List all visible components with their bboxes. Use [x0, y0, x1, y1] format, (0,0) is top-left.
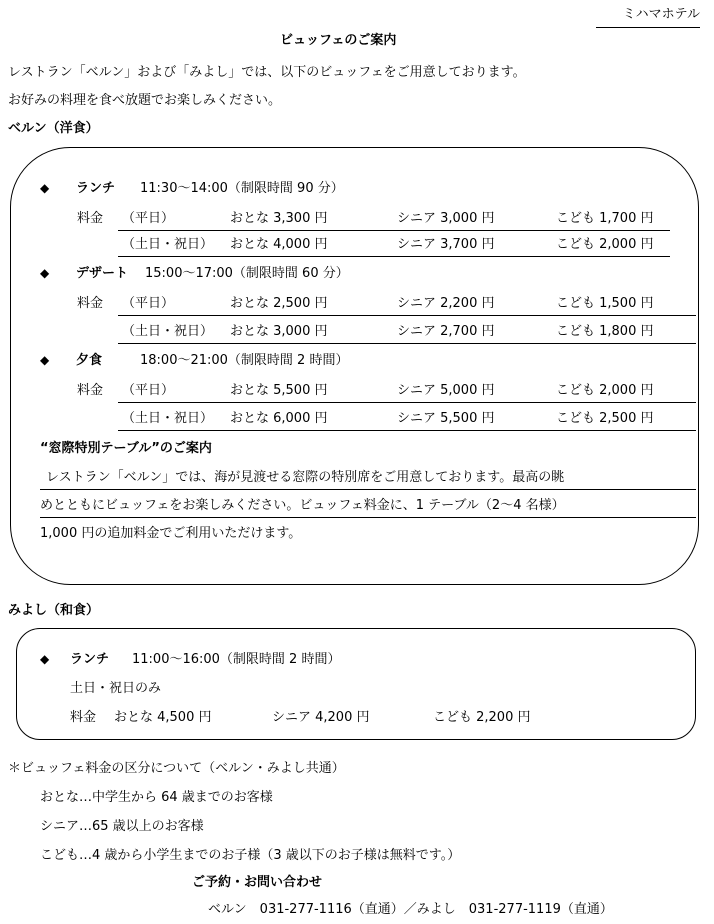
miyoshi-meal-name: ランチ [70, 652, 110, 667]
fee-label: 料金 [77, 296, 104, 311]
price-child: こども 2,200 円 [433, 710, 531, 725]
price-senior: シニア 5,500 円 [397, 411, 495, 426]
bullet-icon: ◆ [40, 353, 50, 367]
underline [118, 430, 696, 431]
meal-time-dinner: 18:00～21:00（制限時間 2 時間） [140, 353, 349, 368]
bullet-icon: ◆ [40, 181, 50, 195]
price-day: （土日・祝日） [122, 411, 214, 426]
price-senior: シニア 2,700 円 [397, 324, 495, 339]
price-senior: シニア 3,700 円 [397, 237, 495, 252]
intro-line-2: お好みの料理を食べ放題でお楽しみください。 [8, 93, 282, 108]
miyoshi-days: 土日・祝日のみ [70, 681, 162, 696]
price-adult: おとな 6,000 円 [230, 411, 328, 426]
notes-heading: ＊ビュッフェ料金の区分について（ベルン・みよし共通） [8, 761, 345, 776]
contact-phone-line: ベルン 031-277-1116（直通）／みよし 031-277-1119（直通） [208, 902, 613, 917]
price-child: こども 1,700 円 [556, 211, 654, 226]
window-table-heading: “窓際特別テーブル”のご案内 [40, 441, 212, 456]
window-table-line-1: レストラン「ベルン」では、海が見渡せる窓際の特別席をご用意しております。最高の眺 [46, 470, 565, 485]
underline [118, 343, 696, 344]
underline [118, 230, 670, 231]
price-senior: シニア 4,200 円 [272, 710, 370, 725]
price-child: こども 1,500 円 [556, 296, 654, 311]
miyoshi-heading: みよし（和食） [8, 603, 100, 618]
price-day: （平日） [122, 211, 175, 226]
underline [118, 402, 696, 403]
fee-label: 料金 [77, 211, 104, 226]
page-title: ビュッフェのご案内 [280, 33, 397, 48]
miyoshi-meal-time: 11:00～16:00（制限時間 2 時間） [132, 652, 341, 667]
underline [118, 315, 696, 316]
price-day: （土日・祝日） [122, 324, 214, 339]
price-adult: おとな 5,500 円 [230, 383, 328, 398]
underline [40, 517, 696, 518]
price-child: こども 2,000 円 [556, 237, 654, 252]
meal-name-dessert: デザート [76, 266, 129, 281]
bullet-icon: ◆ [40, 266, 50, 280]
fee-label: 料金 [70, 710, 97, 725]
price-adult: おとな 4,500 円 [114, 710, 212, 725]
meal-time-dessert: 15:00～17:00（制限時間 60 分） [145, 266, 349, 281]
underline [40, 489, 696, 490]
meal-name-lunch: ランチ [76, 181, 116, 196]
underline [118, 256, 670, 257]
hotel-name: ミハマホテル [596, 8, 700, 28]
price-child: こども 1,800 円 [556, 324, 654, 339]
note-child: こども…4 歳から小学生までのお子様（3 歳以下のお子様は無料です。） [40, 848, 461, 863]
price-senior: シニア 5,000 円 [397, 383, 495, 398]
price-senior: シニア 2,200 円 [397, 296, 495, 311]
price-adult: おとな 3,300 円 [230, 211, 328, 226]
price-child: こども 2,000 円 [556, 383, 654, 398]
price-day: （土日・祝日） [122, 237, 214, 252]
price-child: こども 2,500 円 [556, 411, 654, 426]
window-table-line-3: 1,000 円の追加料金でご利用いただけます。 [40, 526, 302, 541]
price-day: （平日） [122, 296, 175, 311]
price-adult: おとな 3,000 円 [230, 324, 328, 339]
note-senior: シニア…65 歳以上のお客様 [40, 819, 204, 834]
meal-time-lunch: 11:30～14:00（制限時間 90 分） [140, 181, 344, 196]
note-adult: おとな…中学生から 64 歳までのお客様 [40, 790, 273, 805]
price-adult: おとな 4,000 円 [230, 237, 328, 252]
intro-line-1: レストラン「ベルン」および「みよし」では、以下のビュッフェをご用意しております。 [8, 65, 526, 80]
meal-name-dinner: 夕食 [76, 353, 103, 368]
price-adult: おとな 2,500 円 [230, 296, 328, 311]
contact-heading: ご予約・お問い合わせ [192, 875, 323, 890]
bern-heading: ベルン（洋食） [8, 121, 99, 136]
price-day: （平日） [122, 383, 175, 398]
fee-label: 料金 [77, 383, 104, 398]
bullet-icon: ◆ [40, 652, 50, 666]
window-table-line-2: めとともにビュッフェをお楽しみください。ビュッフェ料金に、1 テーブル（2～4 名様） [40, 498, 565, 513]
price-senior: シニア 3,000 円 [397, 211, 495, 226]
